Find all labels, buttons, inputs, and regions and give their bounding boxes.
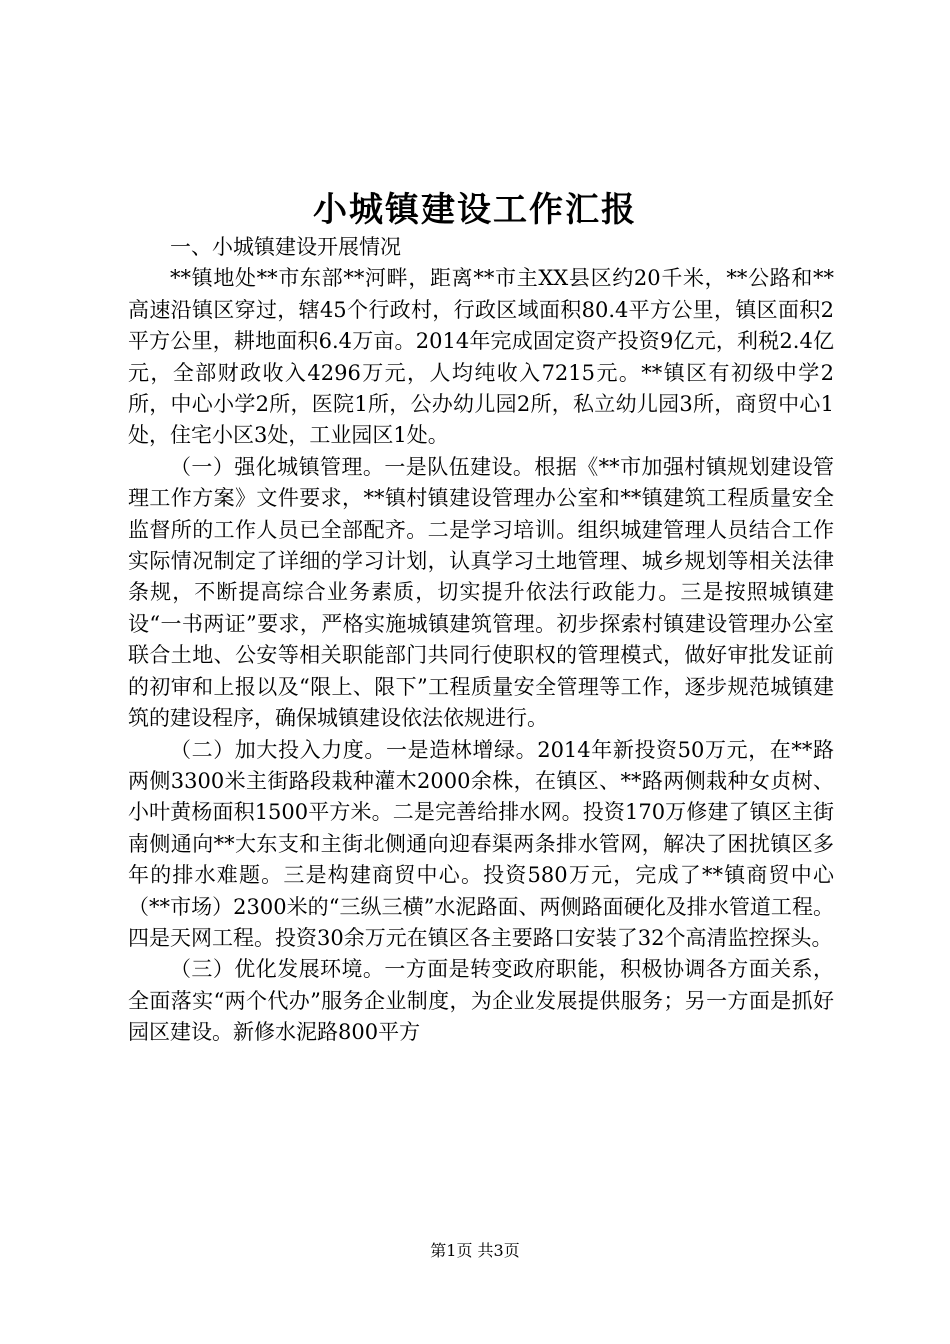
section-heading: 一、小城镇建设开展情况 (170, 235, 401, 259)
paragraph-management: （一）强化城镇管理。一是队伍建设。根据《**市加强村镇规划建设管理工作方案》文件要求，**镇村镇建设管理办公室和**镇建筑工程质量安全监督所的工作人员已全部配齐。二是学习培训。组织城建管理人员结合工作实际情况制定了详细的学习计划，认真学习土地管理、城乡规划等相关法律条规，不断提高综合业务素质，切实提升依法行政能力。三是按照城镇建设“一书两证”要求，严格实施城镇建筑管理。初步探索村镇建设管理办公室联合土地、公安等相关职能部门共同行使职权的管理模式，做好审批发证前的初审和上报以及“限上、限下”工程质量安全管理等工作，逐步规范城镇建筑的建设程序，确保城镇建设依法依规进行。 (128, 454, 834, 731)
paragraph-investment: （二）加大投入力度。一是造林增绿。2014年新投资50万元，在**路两侧3300米主街路段栽种灌木2000余株，在镇区、**路两侧栽种女贞树、小叶黄杨面积1500平方米。二是完善给排水网。投资170万修建了镇区主街南侧通向**大东支和主街北侧通向迎春渠两条排水管网，解决了困扰镇区多年的排水难题。三是构建商贸中心。投资580万元，完成了**镇商贸中心（**市场）2300米的“三纵三横”水泥路面、两侧路面硬化及排水管道工程。四是天网工程。投资30余万元在镇区各主要路口安装了32个高清监控探头。 (128, 737, 834, 950)
page-footer: 第1页 共3页 (430, 1241, 520, 1260)
paragraph-overview: **镇地处**市东部**河畔，距离**市主XX县区约20千米，**公路和**高速沿镇区穿过，辖45个行政村，行政区域面积80.4平方公里，镇区面积2平方公里，耕地面积6.4万亩。2014年完成固定资产投资9亿元，利税2.4亿元，全部财政收入4296万元，人均纯收入7215元。**镇区有初级中学2所，中心小学2所，医院1所，公办幼儿园2所，私立幼儿园3所，商贸中心1处，住宅小区3处，工业园区1处。 (128, 266, 834, 448)
paragraph-environment: （三）优化发展环境。一方面是转变政府职能，积极协调各方面关系，全面落实“两个代办”服务企业制度，为企业发展提供服务；另一方面是抓好园区建设。新修水泥路800平方 (128, 957, 834, 1045)
document-title: 小城镇建设工作汇报 (313, 190, 637, 230)
document-body (128, 232, 834, 1049)
